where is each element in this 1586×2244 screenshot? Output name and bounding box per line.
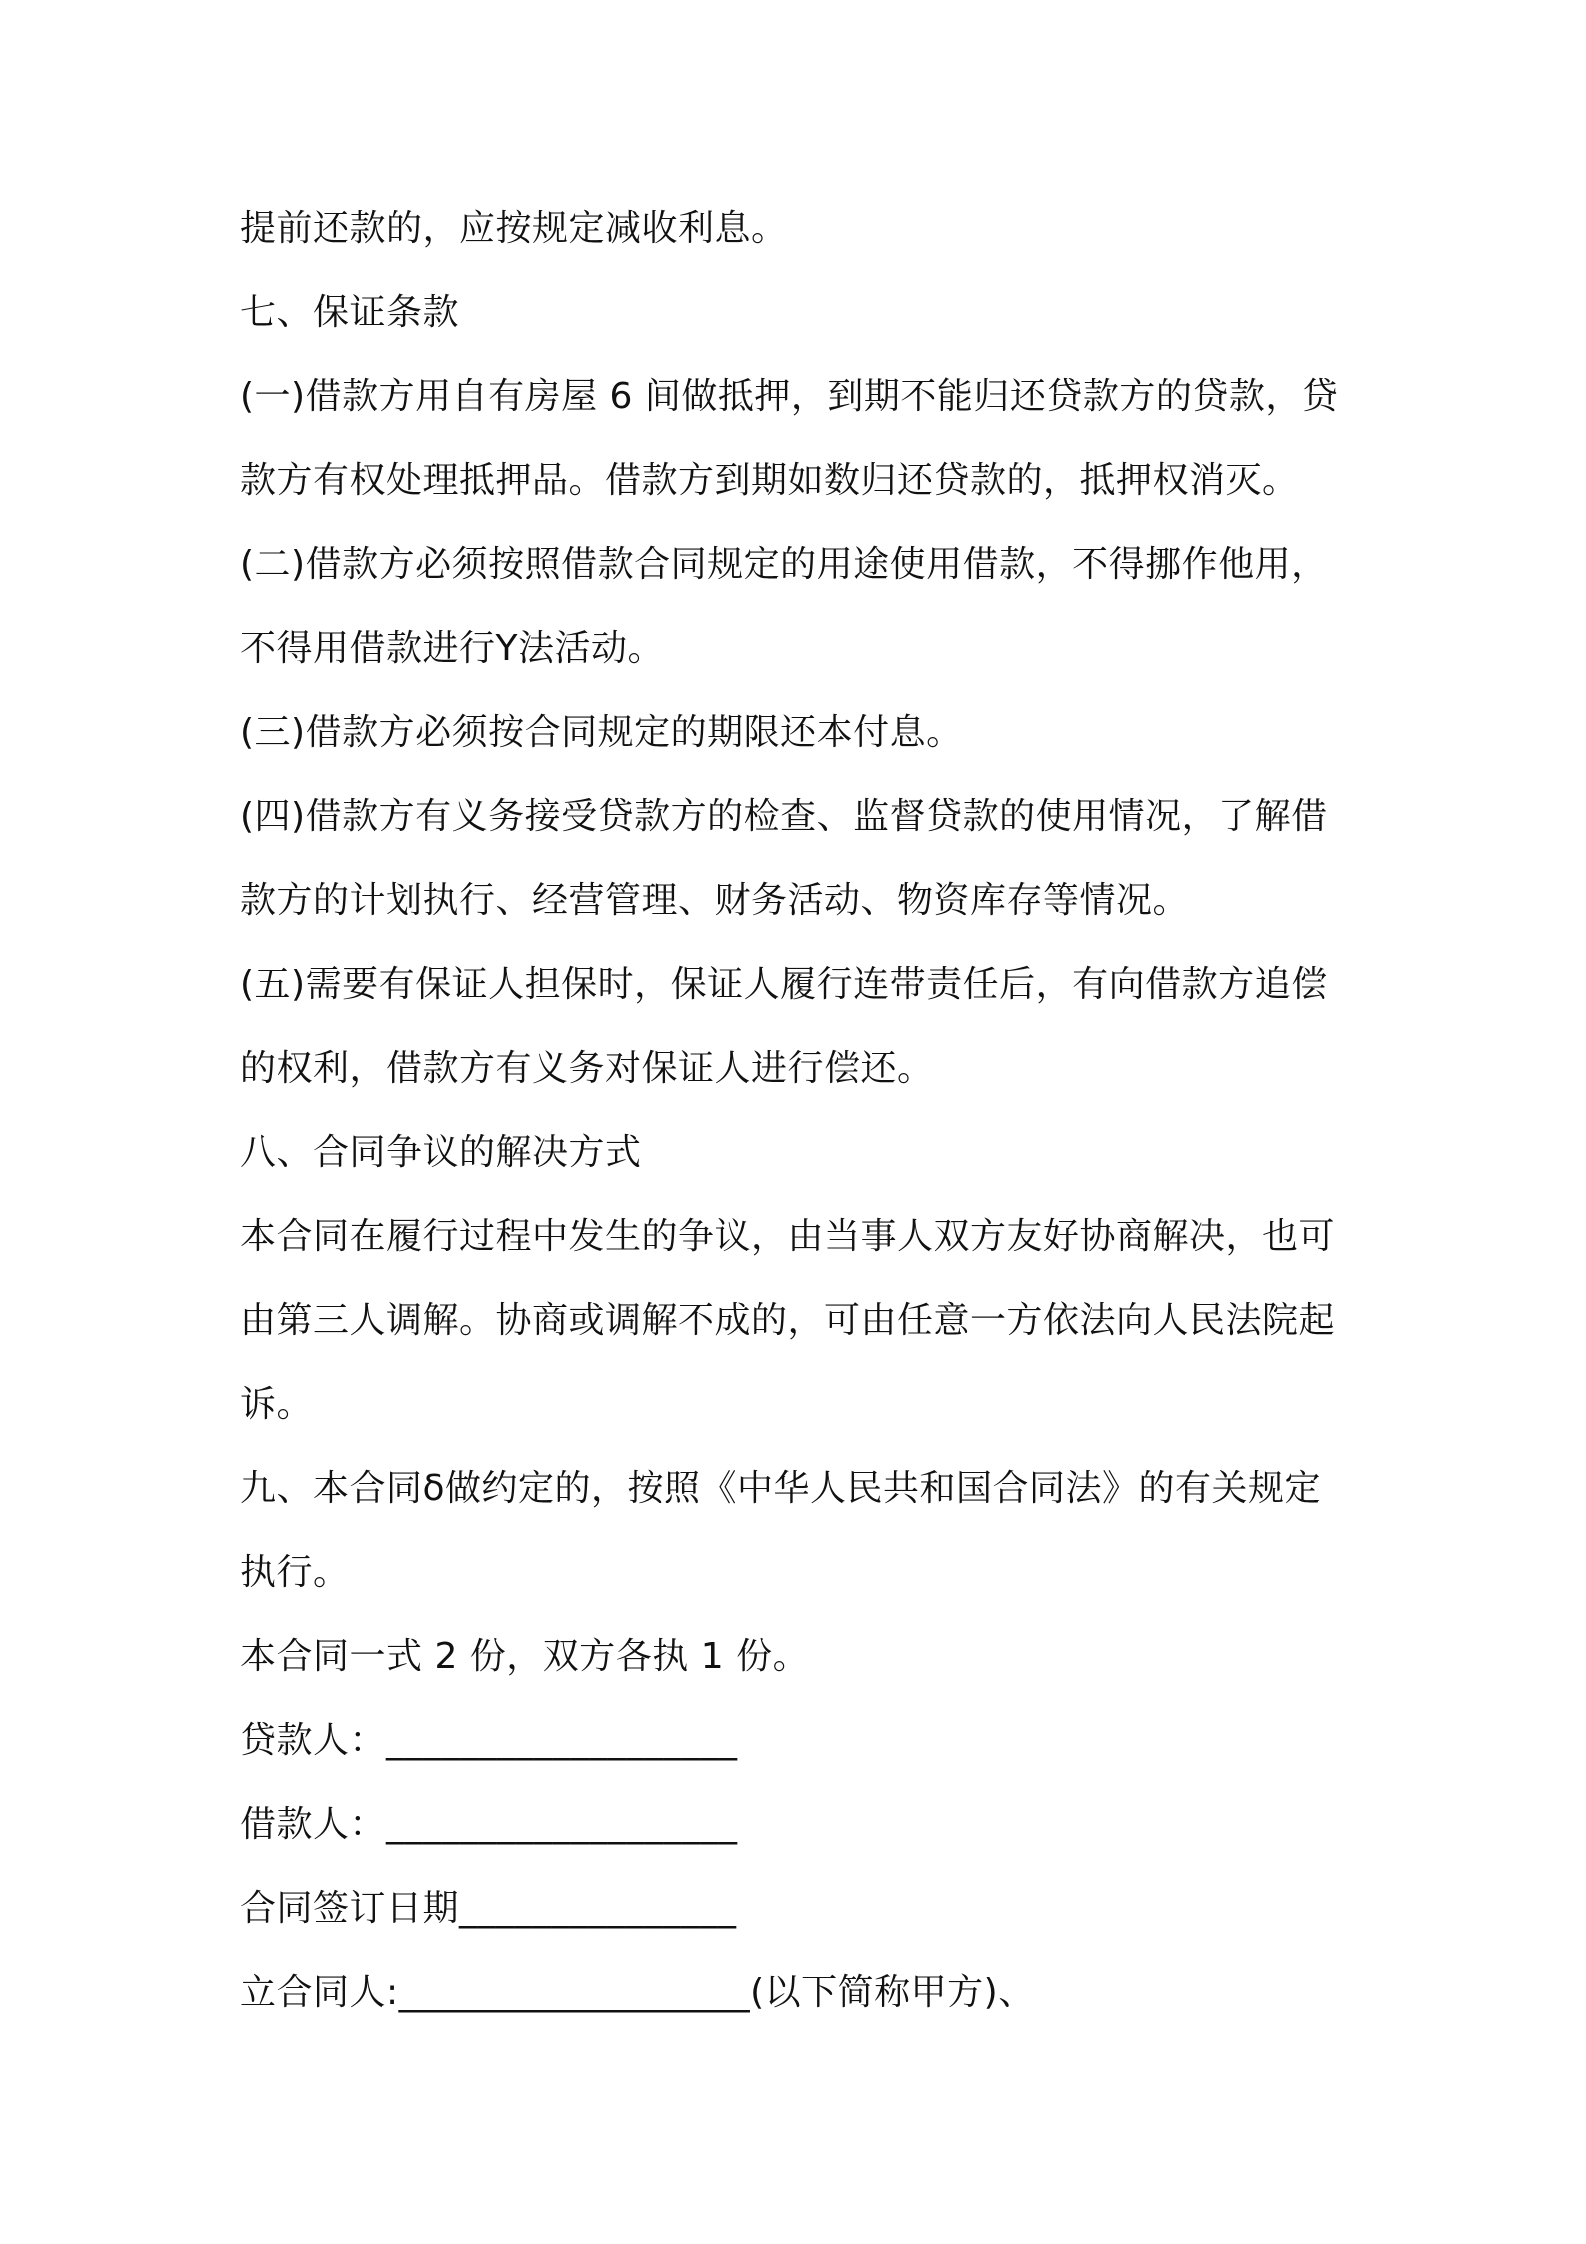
text-line: (三)借款方必须按合同规定的期限还本付息。 (240, 712, 963, 753)
section-heading: 八、合同争议的解决方式 (240, 1132, 642, 1173)
text-line: (四)借款方有义务接受贷款方的检查、监督贷款的使用情况，了解借 (240, 796, 1328, 837)
text-line: 的权利，借款方有义务对保证人进行偿还。 (240, 1048, 934, 1089)
signing-date-field: 合同签订日期_______________ (240, 1888, 737, 1929)
text-line: (五)需要有保证人担保时，保证人履行连带责任后，有向借款方追偿 (240, 964, 1328, 1005)
text-line: 本合同在履行过程中发生的争议，由当事人双方友好协商解决，也可 (240, 1216, 1336, 1257)
text-line: 提前还款的，应按规定减收利息。 (240, 208, 788, 249)
section-heading: 九、本合同δ做约定的，按照《中华人民共和国合同法》的有关规定 (240, 1468, 1322, 1509)
text-line: 款方有权处理抵押品。借款方到期如数归还贷款的，抵押权消灭。 (240, 460, 1299, 501)
text-line: 诉。 (240, 1384, 314, 1425)
signature-field-borrower: 借款人：___________________ (240, 1804, 738, 1845)
text-line: (二)借款方必须按照借款合同规定的用途使用借款，不得挪作他用， (240, 544, 1328, 585)
text-line: 不得用借款进行Y法活动。 (240, 628, 664, 669)
text-line: 执行。 (240, 1552, 350, 1593)
text-line: 由第三人调解。协商或调解不成的，可由任意一方依法向人民法院起 (240, 1300, 1336, 1341)
text-line: 本合同一式 2 份，双方各执 1 份。 (240, 1636, 810, 1677)
signature-field-lender: 贷款人：___________________ (240, 1720, 738, 1761)
section-heading: 七、保证条款 (240, 292, 460, 333)
contracting-party-field: 立合同人:___________________(以下简称甲方)、 (240, 1972, 1035, 2013)
text-line: 款方的计划执行、经营管理、财务活动、物资库存等情况。 (240, 880, 1190, 921)
text-line: (一)借款方用自有房屋 6 间做抵押，到期不能归还贷款方的贷款，贷 (240, 376, 1339, 417)
